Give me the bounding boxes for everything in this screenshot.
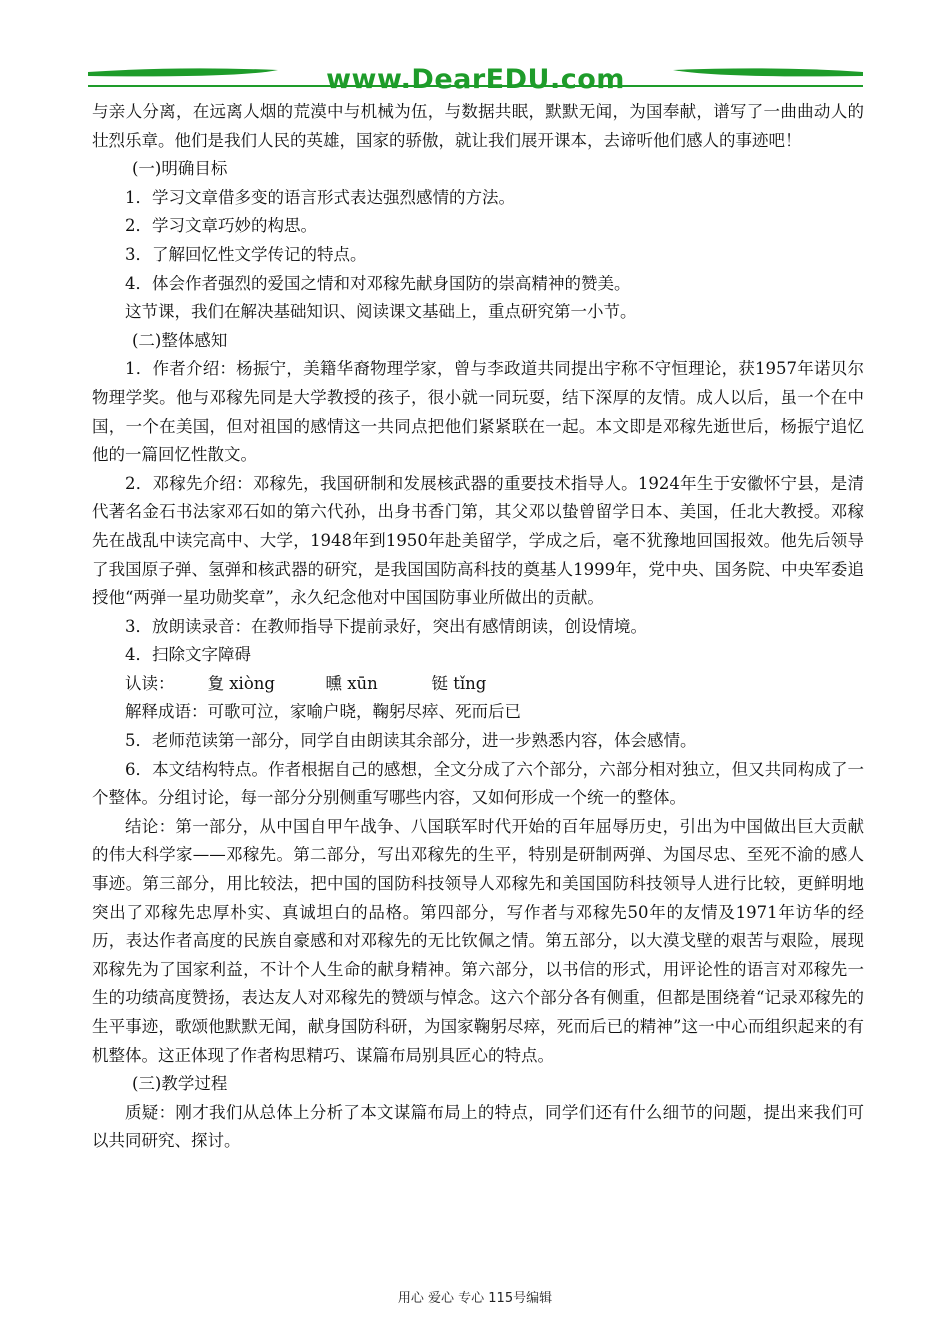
goal-item: 3．了解回忆性文学传记的特点。 xyxy=(125,244,367,264)
pinyin-item: 曛 xūn xyxy=(325,673,378,693)
structure-paragraph: 6．本文结构特点。作者根据自己的感想，全文分成了六个部分，六部分相对独立，但又共同构成了一个整体。分组讨论，每一部分分别侧重写哪些内容，又如何形成一个统一的整体。 xyxy=(92,759,864,808)
section-heading-goals: (一)明确目标 xyxy=(132,159,228,179)
page-footer: 用心 爱心 专心 115号编辑 xyxy=(397,1291,553,1306)
section-heading-process: (三)教学过程 xyxy=(132,1074,228,1094)
goal-item: 1．学习文章借多变的语言形式表达强烈感情的方法。 xyxy=(125,187,515,207)
idioms-line: 解释成语：可歌可泣，家喻户晓，鞠躬尽瘁、死而后已 xyxy=(125,702,521,722)
goal-item: 4．体会作者强烈的爱国之情和对邓稼先献身国防的崇高精神的赞美。 xyxy=(125,273,631,293)
pinyin-item: 夐 xiòng xyxy=(207,673,275,693)
vocab-heading: 4．扫除文字障碍 xyxy=(125,645,251,665)
pinyin-item: 铤 tǐng xyxy=(431,673,487,693)
question-paragraph: 质疑：刚才我们从总体上分析了本文谋篇布局上的特点，同学们还有什么细节的问题，提出来我们可以共同研究、探讨。 xyxy=(92,1102,864,1151)
intro-paragraph: 与亲人分离，在远离人烟的荒漠中与机械为伍，与数据共眠，默默无闻，为国奉献，谱写了一曲曲动人的壮烈乐章。他们是我们人民的英雄，国家的骄傲，就让我们展开课本，去谛听他们感人的事迹吧！ xyxy=(92,102,864,150)
goal-item: 2．学习文章巧妙的构思。 xyxy=(125,216,317,236)
conclusion-paragraph: 结论：第一部分，从中国自甲午战争、八国联军时代开始的百年屈辱历史，引出为中国做出巨大贡献的伟大科学家——邓稼先。第二部分，写出邓稼先的生平，特别是研制两弹、为国尽忠、至死不渝的感人事迹。第三部分，用比较法，把中国的国防科技领导人邓稼先和美国国防科技领导人进行比较，更鲜明地突出了邓稼先忠厚朴实、真诚坦白的品格。第四部分，写作者与邓稼先50年的友情及1971年访华的经历，表达作者高度的民族自豪感和对邓稼先的无比钦佩之情。第五部分，以大漠戈壁的艰苦与艰险，展现邓稼先为了国家利益，不计个人生命的献身精神。第六部分，以书信的形式，用评论性的语言对邓稼先一生的功绩高度赞扬，表达友人对邓稼先的赞颂与悼念。这六个部分各有侧重，但都是围绕着“记录邓稼先的生平事迹，歌颂他默默无闻，献身国防科研，为国家鞠躬尽瘁，死而后已的精神”这一中心而组织起来的有机整体。这正体现了作者构思精巧、谋篇布局别具匠心的特点。 xyxy=(92,816,864,1065)
document-body xyxy=(92,98,864,1156)
reading-paragraph: 5．老师范读第一部分，同学自由朗读其余部分，进一步熟悉内容，体会感情。 xyxy=(125,731,697,751)
site-logo[interactable]: www.DearEDU.com xyxy=(326,64,625,95)
focus-paragraph: 这节课，我们在解决基础知识、阅读课文基础上，重点研究第一小节。 xyxy=(125,302,637,322)
pinyin-line xyxy=(92,670,864,699)
site-header-banner xyxy=(88,62,863,96)
section-heading-overview: (二)整体感知 xyxy=(132,330,228,350)
read-label: 认读： xyxy=(125,673,175,693)
recording-paragraph: 3．放朗读录音：在教师指导下提前录好，突出有感情朗读，创设情境。 xyxy=(125,616,647,636)
deng-intro-paragraph: 2．邓稼先介绍：邓稼先，我国研制和发展核武器的重要技术指导人。1924年生于安徽怀宁县，是清代著名金石书法家邓石如的第六代孙，出身书香门第，其父邓以蛰曾留学日本、美国，任北大教授。邓稼先在战乱中读完高中、大学，1948年到1950年赴美留学，学成之后，毫不犹豫地回国报效。他先后领导了我国原子弹、氢弹和核武器的研究，是我国国防高科技的奠基人1999年，党中央、国务院、中央军委追授他“两弹一星功勋奖章”，永久纪念他对中国国防事业所做出的贡献。 xyxy=(92,473,864,608)
author-intro-paragraph: 1．作者介绍：杨振宁，美籍华裔物理学家，曾与李政道共同提出宇称不守恒理论，获1957年诺贝尔物理学奖。他与邓稼先同是大学教授的孩子，很小就一同玩耍，结下深厚的友情。成人以后，虽一个在中国，一个在美国，但对祖国的感情这一共同点把他们紧紧联在一起。本文即是邓稼先逝世后，杨振宁追忆他的一篇回忆性散文。 xyxy=(92,359,864,465)
